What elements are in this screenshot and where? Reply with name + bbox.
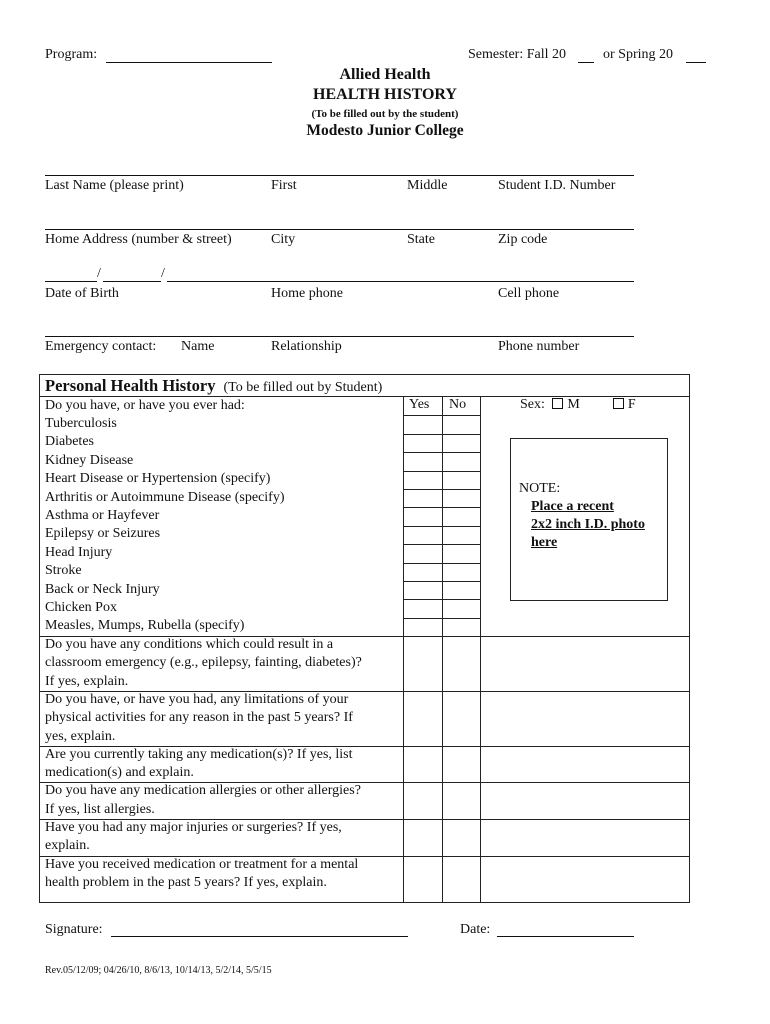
yes-cell[interactable]: [404, 856, 441, 893]
question-text: If yes, list allergies.: [45, 801, 155, 817]
photo-placeholder: [510, 438, 668, 601]
dob-day-field[interactable]: [103, 269, 161, 282]
address-line[interactable]: [45, 217, 634, 230]
no-cell[interactable]: [443, 415, 480, 433]
photo-instruction-2: 2x2 inch I.D. photo: [531, 517, 645, 532]
sex-f-checkbox[interactable]: [613, 398, 624, 409]
question-text: If yes, explain.: [45, 673, 129, 689]
sex-selector: [520, 397, 636, 413]
health-section-note: (To be filled out by Student): [223, 380, 383, 395]
condition-label: Diabetes: [45, 434, 94, 450]
student-id-label: Student I.D. Number: [498, 178, 616, 193]
spring-year-field[interactable]: [686, 48, 706, 63]
yes-cell[interactable]: [404, 507, 441, 525]
condition-label: Tuberculosis: [45, 415, 117, 431]
no-cell[interactable]: [443, 618, 480, 636]
photo-note-label: NOTE:: [519, 481, 561, 496]
question-text: medication(s) and explain.: [45, 765, 194, 781]
emergency-contact-label: Emergency contact:: [45, 339, 157, 354]
relationship-label: Relationship: [271, 339, 342, 354]
first-name-label: First: [271, 178, 297, 193]
dob-slash-1: /: [97, 266, 101, 281]
question-text: health problem in the past 5 years? If yes, explain.: [45, 874, 327, 890]
yes-cell[interactable]: [404, 581, 441, 599]
condition-label: Stroke: [45, 563, 82, 579]
explanation-cell[interactable]: [481, 746, 689, 783]
no-cell[interactable]: [443, 452, 480, 470]
yes-header: Yes: [409, 397, 430, 412]
yes-cell[interactable]: [404, 415, 441, 433]
question-text: yes, explain.: [45, 728, 116, 744]
explanation-cell[interactable]: [481, 819, 689, 856]
question-header: Do you have, or have you ever had:: [45, 398, 245, 413]
yes-cell[interactable]: [404, 434, 441, 452]
condition-label: Head Injury: [45, 544, 113, 560]
cell-phone-label: Cell phone: [498, 286, 560, 301]
signature-field[interactable]: [111, 922, 408, 937]
sex-label: Sex:: [520, 397, 545, 412]
no-cell[interactable]: [443, 471, 480, 489]
explanation-cell[interactable]: [481, 856, 689, 893]
no-cell[interactable]: [443, 636, 480, 691]
home-address-label: Home Address (number & street): [45, 232, 232, 247]
sex-m-label: M: [567, 397, 580, 412]
no-cell[interactable]: [443, 599, 480, 617]
condition-label: Asthma or Hayfever: [45, 507, 160, 523]
page-title: HEALTH HISTORY: [313, 86, 457, 103]
title-allied-health: Allied Health: [339, 66, 431, 83]
no-cell[interactable]: [443, 856, 480, 893]
no-cell[interactable]: [443, 563, 480, 581]
yes-cell[interactable]: [404, 563, 441, 581]
yes-cell[interactable]: [404, 636, 441, 691]
question-text: Do you have any medication allergies or other allergies?: [45, 783, 361, 799]
health-section-title: Personal Health History: [45, 376, 216, 395]
dob-month-field[interactable]: [45, 269, 97, 282]
name-line[interactable]: [45, 163, 634, 176]
yes-cell[interactable]: [404, 691, 441, 746]
condition-label: Chicken Pox: [45, 599, 117, 615]
no-header: No: [449, 397, 467, 412]
no-cell[interactable]: [443, 746, 480, 783]
middle-name-label: Middle: [407, 178, 448, 193]
no-cell[interactable]: [443, 819, 480, 856]
yes-cell[interactable]: [404, 599, 441, 617]
condition-label: Epilepsy or Seizures: [45, 526, 161, 542]
yes-cell[interactable]: [404, 782, 441, 819]
no-cell[interactable]: [443, 507, 480, 525]
yes-cell[interactable]: [404, 489, 441, 507]
condition-label: Heart Disease or Hypertension (specify): [45, 471, 271, 487]
fall-year-field[interactable]: [578, 48, 594, 63]
photo-instruction-3: here: [531, 535, 558, 550]
question-text: Have you received medication or treatment for a mental: [45, 856, 359, 872]
city-label: City: [271, 232, 296, 247]
dob-slash-2: /: [161, 266, 165, 281]
yes-cell[interactable]: [404, 819, 441, 856]
question-text: Have you had any major injuries or surgeries? If yes,: [45, 820, 342, 835]
program-field[interactable]: [106, 48, 272, 63]
explanation-cell[interactable]: [481, 782, 689, 819]
no-cell[interactable]: [443, 526, 480, 544]
question-text: Do you have, or have you had, any limitations of your: [45, 691, 349, 707]
yes-cell[interactable]: [404, 746, 441, 783]
no-cell[interactable]: [443, 691, 480, 746]
explanation-cell[interactable]: [481, 691, 689, 746]
no-cell[interactable]: [443, 782, 480, 819]
date-label: Date:: [460, 922, 491, 937]
condition-label: Back or Neck Injury: [45, 581, 160, 597]
program-label: Program:: [45, 47, 98, 62]
college-name: Modesto Junior College: [306, 122, 464, 139]
no-cell[interactable]: [443, 544, 480, 562]
question-text: explain.: [45, 838, 90, 854]
dob-label: Date of Birth: [45, 286, 119, 301]
phone-line[interactable]: [167, 269, 634, 282]
condition-label: Measles, Mumps, Rubella (specify): [45, 618, 245, 634]
question-text: classroom emergency (e.g., epilepsy, fainting, diabetes)?: [45, 655, 362, 671]
emergency-line[interactable]: [45, 324, 634, 337]
health-history-table: [39, 374, 690, 903]
explanation-cell[interactable]: [481, 636, 689, 691]
last-name-label: Last Name (please print): [45, 178, 184, 193]
no-cell[interactable]: [443, 581, 480, 599]
no-cell[interactable]: [443, 489, 480, 507]
no-cell[interactable]: [443, 434, 480, 452]
question-text: Are you currently taking any medication(s)? If yes, list: [45, 746, 353, 762]
revision-note: Rev.05/12/09; 04/26/10, 8/6/13, 10/14/13, 5/2/14, 5/5/15: [45, 965, 272, 976]
semester-spring-label: or Spring 20: [603, 47, 673, 62]
signature-label: Signature:: [45, 922, 103, 937]
sex-f-label: F: [627, 397, 636, 412]
state-label: State: [407, 232, 435, 247]
yes-cell[interactable]: [404, 544, 441, 562]
question-text: physical activities for any reason in the past 5 years? If: [45, 710, 353, 726]
health-section-title-wrap: [45, 376, 382, 396]
yes-cell[interactable]: [404, 452, 441, 470]
emergency-name-label: Name: [181, 339, 215, 354]
semester-fall-label: Semester: Fall 20: [468, 47, 566, 62]
yes-cell[interactable]: [404, 471, 441, 489]
date-field[interactable]: [497, 922, 634, 937]
yes-cell[interactable]: [404, 618, 441, 636]
condition-label: Arthritis or Autoimmune Disease (specify): [45, 489, 285, 505]
zip-code-label: Zip code: [498, 232, 548, 247]
home-phone-label: Home phone: [271, 286, 343, 301]
sex-m-checkbox[interactable]: [552, 398, 563, 409]
question-text: Do you have any conditions which could result in a: [45, 637, 334, 652]
phone-number-label: Phone number: [498, 339, 580, 354]
photo-instruction-1: Place a recent: [531, 499, 614, 514]
page-subtitle: (To be filled out by the student): [311, 108, 459, 120]
condition-label: Kidney Disease: [45, 452, 134, 468]
yes-cell[interactable]: [404, 526, 441, 544]
